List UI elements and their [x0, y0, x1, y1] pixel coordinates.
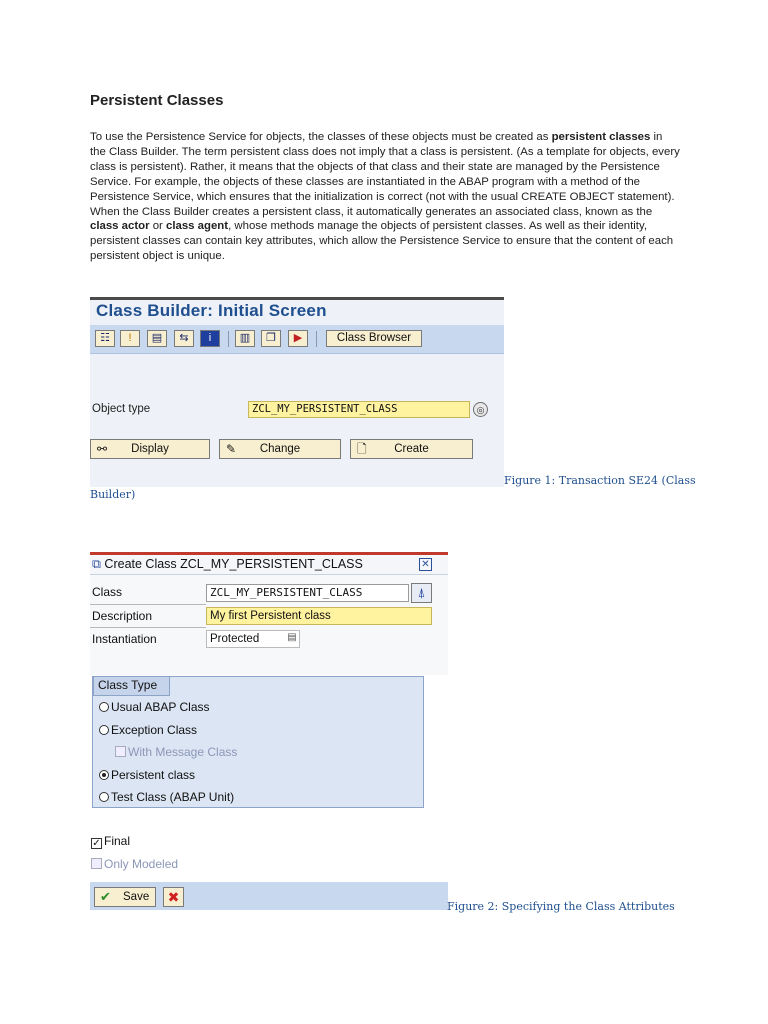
- dialog-title: [92, 557, 363, 572]
- checkbox-icon: [115, 746, 126, 757]
- new-document-icon: 🗋: [357, 442, 367, 456]
- description-input[interactable]: My first Persistent class: [206, 607, 432, 625]
- close-icon[interactable]: ✕: [419, 558, 432, 571]
- list-icon[interactable]: ▤: [147, 330, 167, 347]
- hierarchy-icon[interactable]: ☷: [95, 330, 115, 347]
- dialog-footer: [90, 882, 448, 910]
- description-label: Description: [92, 609, 153, 623]
- checkmark-icon[interactable]: ✓: [92, 838, 101, 849]
- object-type-label: Object type: [92, 403, 151, 415]
- para-text-3: or: [149, 220, 166, 233]
- save-label: Save: [123, 891, 150, 903]
- class-flags: [90, 814, 448, 880]
- para-text-1: To use the Persistence Service for objects, the classes of these objects must be created as: [90, 131, 552, 143]
- radio-icon[interactable]: [99, 702, 109, 712]
- test-class-label: Test Class (ABAP Unit): [111, 790, 235, 804]
- display-label: Display: [131, 443, 169, 455]
- usual-class-label: Usual ABAP Class: [111, 700, 210, 714]
- info-icon[interactable]: i: [200, 330, 220, 347]
- instantiation-select[interactable]: Protected: [206, 630, 300, 648]
- radio-selected-icon[interactable]: [99, 770, 109, 780]
- checkbox-icon: [91, 858, 102, 869]
- display-button[interactable]: [90, 439, 210, 459]
- dropdown-icon[interactable]: ▤: [287, 632, 297, 643]
- class-label: Class: [92, 585, 123, 599]
- toolbar-separator: [316, 331, 317, 347]
- figure-2-caption: Figure 2: Specifying the Class Attributes: [447, 900, 675, 913]
- class-browser-button[interactable]: Class Browser: [326, 330, 422, 347]
- only-modeled-checkbox: [91, 857, 178, 871]
- activate-icon[interactable]: ▶: [288, 330, 308, 347]
- pin-icon[interactable]: ⍋: [411, 583, 432, 603]
- option-persistent-class[interactable]: [99, 768, 195, 782]
- para-bold-class-actor: class actor: [90, 220, 150, 233]
- cancel-icon[interactable]: ✖: [163, 887, 184, 907]
- page-heading: Persistent Classes: [90, 92, 224, 109]
- save-button[interactable]: [94, 887, 156, 907]
- option-test-class[interactable]: [99, 790, 234, 804]
- option-usual-abap-class[interactable]: [99, 700, 210, 714]
- persistent-class-label: Persistent class: [111, 768, 196, 782]
- exception-class-label: Exception Class: [111, 723, 198, 737]
- edit-icon: ⧉: [92, 557, 101, 571]
- info-marker-icon[interactable]: !: [120, 330, 140, 347]
- para-bold-persistent-classes: persistent classes: [551, 131, 651, 143]
- with-message-label: With Message Class: [128, 745, 238, 759]
- dialog-titlebar: [90, 555, 448, 575]
- figure-1-caption: Figure 1: Transaction SE24 (Class: [504, 474, 696, 487]
- para-bold-class-agent: class agent: [166, 220, 229, 233]
- checkmark-icon: ✔: [100, 889, 111, 904]
- figure-1-caption-cont: Builder): [90, 488, 136, 501]
- change-label: Change: [259, 443, 301, 455]
- final-checkbox[interactable]: [91, 834, 130, 849]
- para-text-4: , whose methods manage the objects of persistent classes. As well as their identity, persistent classes can contain key attributes, which allow the Persistence Service to ensure that the content of each persistent object is unique.: [90, 220, 674, 263]
- navigate-icon[interactable]: ⇆: [174, 330, 194, 347]
- final-label: Final: [104, 834, 131, 848]
- intro-paragraph: [90, 130, 680, 264]
- class-type-tab: Class Type: [93, 676, 170, 696]
- copy-icon[interactable]: ❐: [261, 330, 281, 347]
- para-text-2: in the Class Builder. The term persistent class does not imply that a class is persistent. (As a template for objects, every class is persistent). Rather, it means that the objects of that class and their state are managed by the Persistence Service. For example, the objects of these classes are instantiated in the ABAP program with a method of the Persistence Service, which ensures that the initialization is correct (not with the usual CREATE OBJECT statement). When the Class Builder creates a persistent class, it automatically generates an associated class, known as the: [90, 131, 680, 218]
- toolbar-separator: [228, 331, 229, 347]
- pencil-icon: ✎: [226, 442, 237, 456]
- instantiation-label: Instantiation: [92, 632, 157, 646]
- option-with-message-class: [115, 745, 237, 759]
- figure-1-class-builder: [90, 297, 504, 487]
- dialog-title-text: Create Class ZCL_MY_PERSISTENT_CLASS: [104, 557, 363, 571]
- row-divider: [90, 627, 206, 628]
- class-builder-title: Class Builder: Initial Screen: [96, 301, 327, 320]
- change-button[interactable]: [219, 439, 341, 459]
- class-type-group: [92, 676, 424, 808]
- radio-icon[interactable]: [99, 725, 109, 735]
- figure-2-create-class-dialog: [90, 552, 448, 910]
- figure-1-top-rule: [90, 297, 504, 300]
- option-exception-class[interactable]: [99, 723, 197, 737]
- create-label: Create: [394, 443, 429, 455]
- glasses-icon: ⚯: [97, 442, 108, 456]
- class-builder-toolbar: [90, 325, 504, 354]
- radio-icon[interactable]: [99, 792, 109, 802]
- row-divider: [90, 604, 206, 605]
- value-help-icon[interactable]: ◎: [473, 402, 488, 417]
- class-name-input[interactable]: ZCL_MY_PERSISTENT_CLASS: [206, 584, 409, 602]
- delete-icon[interactable]: ▥: [235, 330, 255, 347]
- object-type-input[interactable]: ZCL_MY_PERSISTENT_CLASS: [248, 401, 470, 418]
- only-modeled-label: Only Modeled: [104, 857, 179, 871]
- create-button[interactable]: [350, 439, 473, 459]
